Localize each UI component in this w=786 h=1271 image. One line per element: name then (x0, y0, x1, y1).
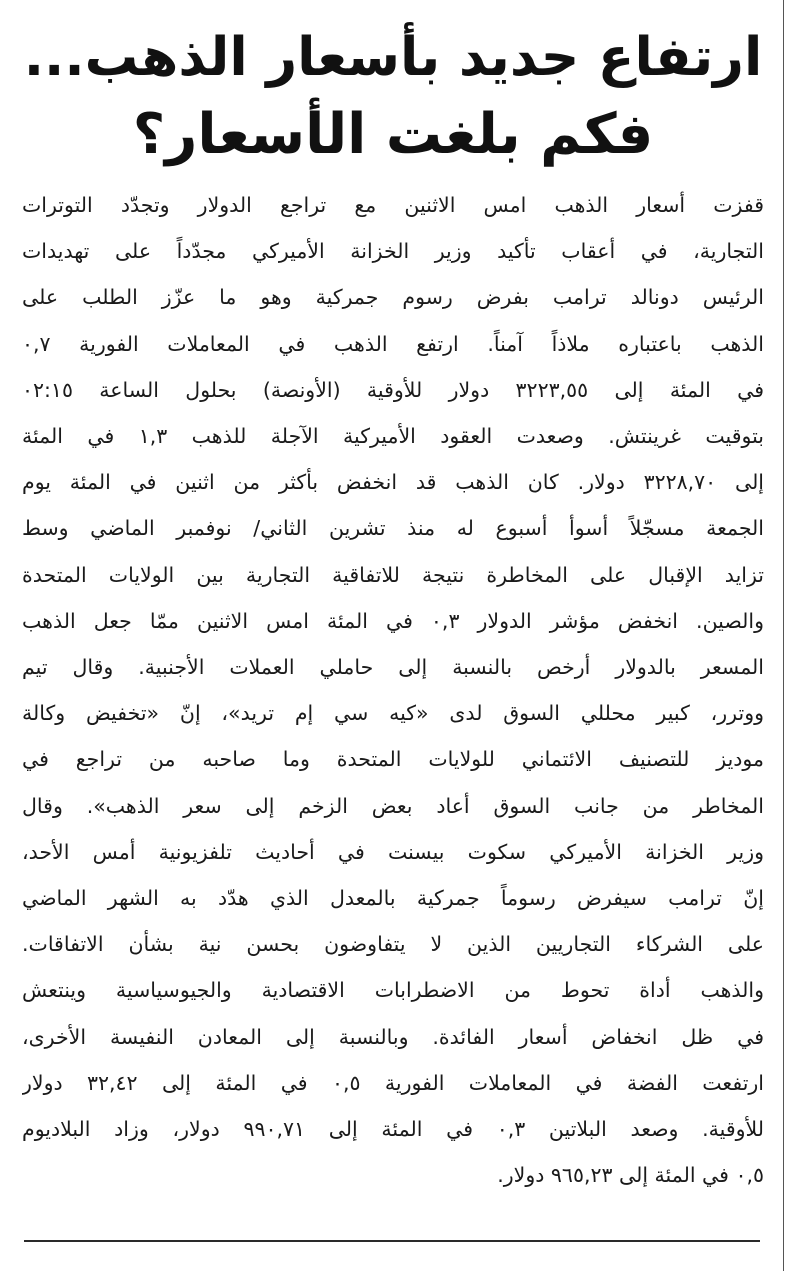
headline (22, 18, 764, 174)
headline-line: ارتفاع جديد بأسعار الذهب... (23, 25, 763, 88)
body-line: ارتفعت الفضة في المعاملات الفورية ٠,٥ في المئة إلى ٣٢,٤٢ دولار (22, 1070, 764, 1095)
body-line: الذهب باعتباره ملاذاً آمناً. ارتفع الذهب في المعاملات الفورية ٠,٧ (22, 331, 764, 356)
body-line: ٠,٥ في المئة إلى ٩٦٥,٢٣ دولار. (497, 1163, 764, 1188)
body-line: ووترر، كبير محللي السوق لدى «كيه سي إم تريد»، إنّ «تخفيض وكالة (22, 701, 764, 726)
body-line: والذهب أداة تحوط من الاضطرابات الاقتصادية والجيوسياسية وينتعش (22, 978, 764, 1003)
body-line: للأوقية. وصعد البلاتين ٠,٣ في المئة إلى ٩٩٠,٧١ دولار، وزاد البلاديوم (22, 1117, 764, 1142)
body-line: في المئة إلى ٣٢٢٣,٥٥ دولار للأوقية (الأونصة) بحلول الساعة ٠٢:١٥ (22, 377, 764, 402)
body-line: تزايد الإقبال على المخاطرة نتيجة للاتفاقية التجارية بين الولايات المتحدة (22, 562, 764, 587)
column-rule (783, 0, 784, 1271)
body-line: قفزت أسعار الذهب امس الاثنين مع تراجع الدولار وتجدّد التوترات (22, 193, 764, 217)
body-line: المسعر بالدولار أرخص بالنسبة إلى حاملي العملات الأجنبية. وقال تيم (22, 655, 764, 680)
body-line: في ظل انخفاض أسعار الفائدة. وبالنسبة إلى المعادن النفيسة الأخرى، (22, 1024, 764, 1049)
article-body (22, 182, 764, 1198)
body-line: والصين. انخفض مؤشر الدولار ٠,٣ في المئة امس الاثنين ممّا جعل الذهب (22, 608, 764, 633)
body-line: إنّ ترامب سيفرض رسوماً جمركية بالمعدل الذي هدّد به الشهر الماضي (22, 886, 764, 911)
body-line: على الشركاء التجاريين الذين لا يتفاوضون بحسن نية بشأن الاتفاقات. (22, 932, 764, 957)
headline-line: فكم بلغت الأسعار؟ (132, 102, 654, 167)
body-line: الجمعة مسجّلاً أسوأ أسبوع له منذ تشرين الثاني/ نوفمبر الماضي وسط (22, 516, 764, 541)
body-line: التجارية، في أعقاب تأكيد وزير الخزانة الأميركي مجدّداً على تهديدات (22, 239, 764, 264)
news-article (22, 18, 764, 1198)
body-line: الرئيس دونالد ترامب بفرض رسوم جمركية وهو ما عزّز الطلب على (22, 285, 764, 310)
body-line: إلى ٣٢٢٨,٧٠ دولار. كان الذهب قد انخفض بأكثر من اثنين في المئة يوم (22, 470, 764, 495)
body-line: وزير الخزانة الأميركي سكوت بيسنت في أحاديث تلفزيونية أمس الأحد، (22, 839, 764, 864)
body-line: موديز للتصنيف الائتماني للولايات المتحدة وما صاحبه من تراجع في (22, 747, 764, 772)
body-line: المخاطر من جانب السوق أعاد بعض الزخم إلى سعر الذهب». وقال (22, 793, 764, 818)
body-line: بتوقيت غرينتش. وصعدت العقود الأميركية الآجلة للذهب ١,٣ في المئة (22, 424, 764, 449)
bottom-rule (24, 1240, 760, 1242)
